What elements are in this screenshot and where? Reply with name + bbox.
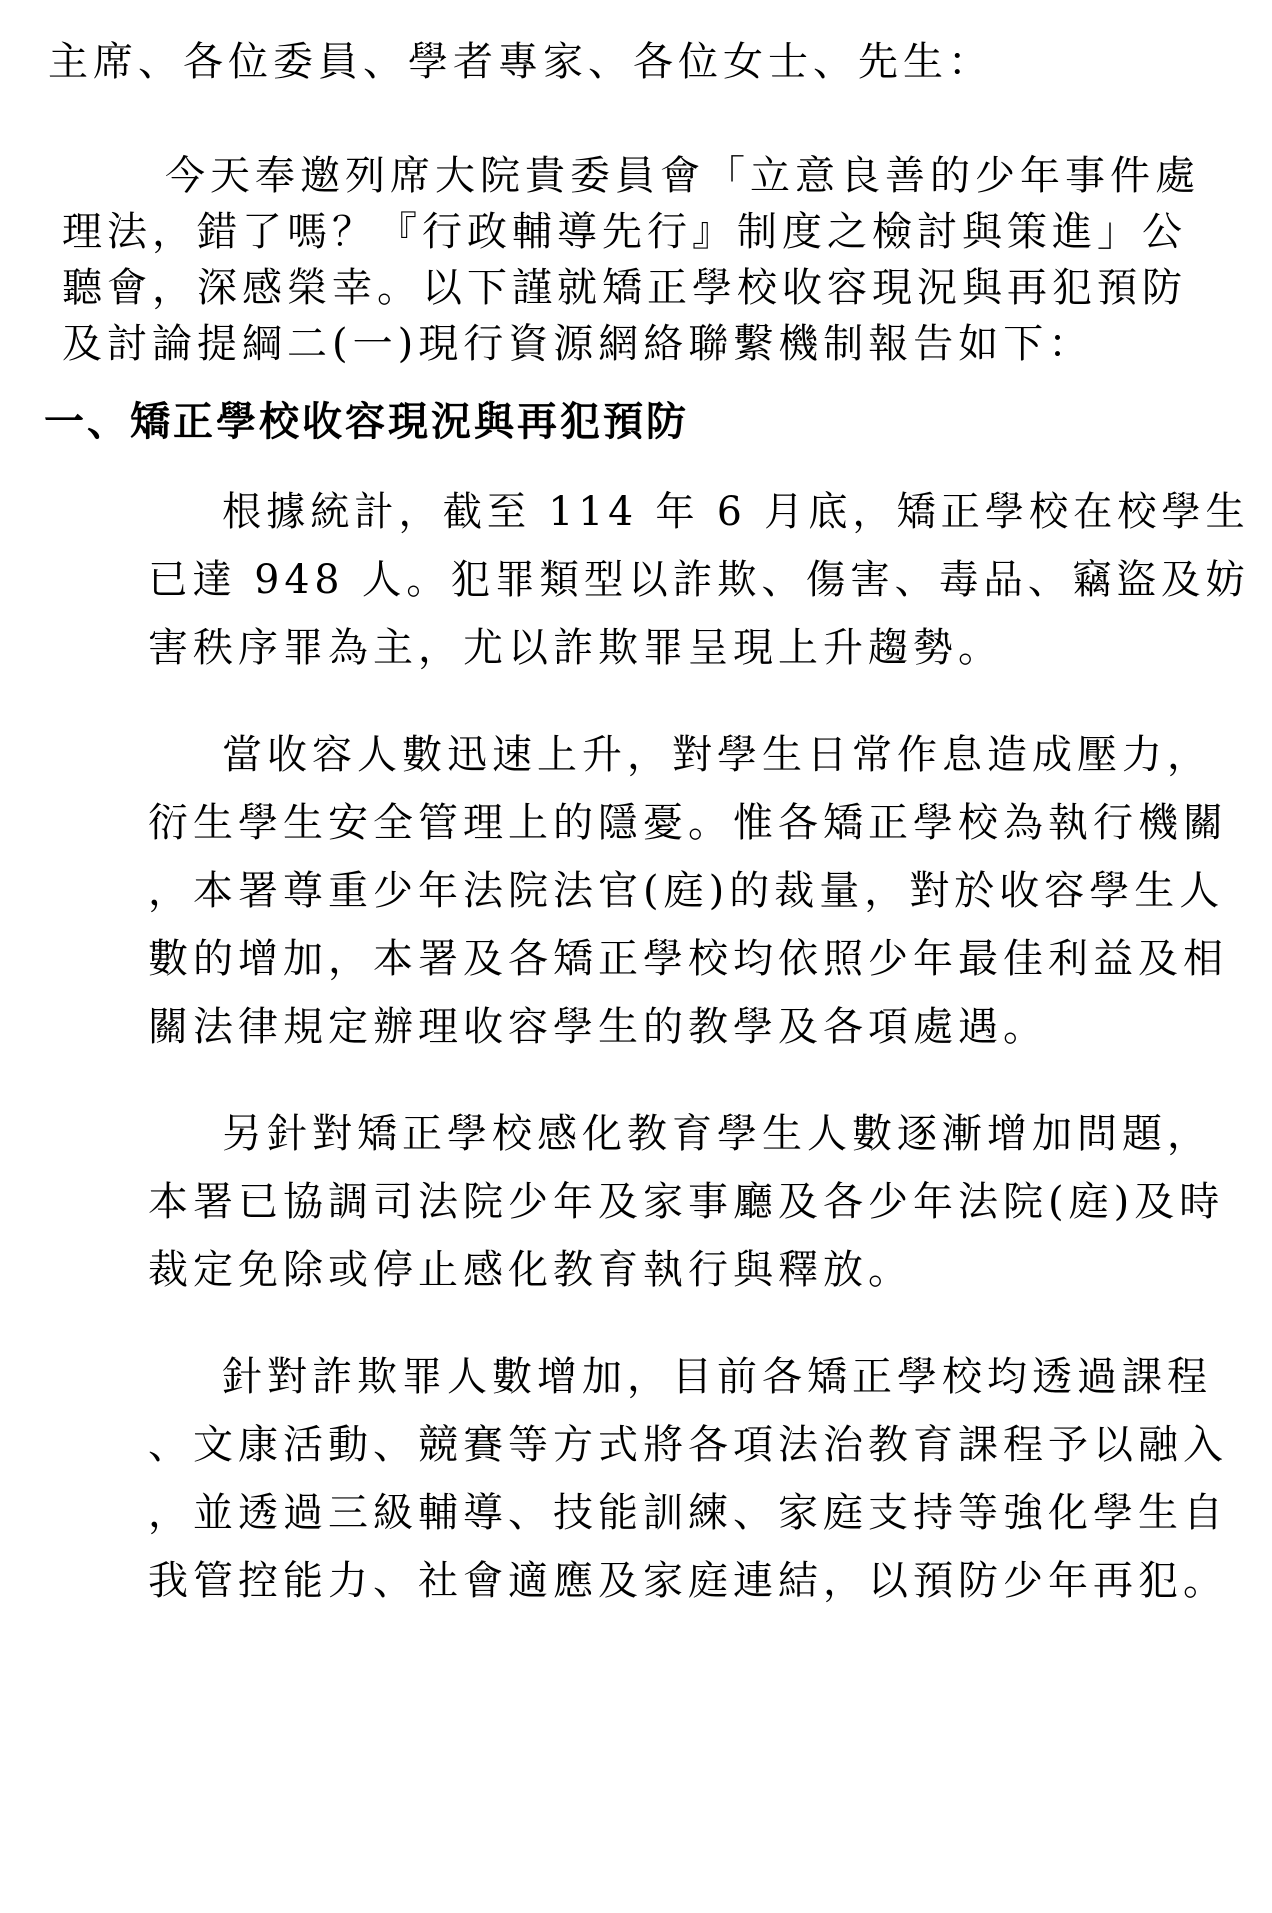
intro-line: 理法，錯了嗎？『行政輔導先行』制度之檢討與策進」公 bbox=[62, 209, 1187, 255]
intro-line: 聽會，深感榮幸。以下謹就矯正學校收容現況與再犯預防 bbox=[62, 265, 1187, 311]
paragraph-line: 、文康活動、競賽等方式將各項法治教育課程予以融入 bbox=[148, 1422, 1228, 1468]
paragraph-line: 根據統計，截至 114 年 6 月底，矯正學校在校學生 bbox=[222, 489, 1250, 535]
paragraph-line: 針對詐欺罪人數增加，目前各矯正學校均透過課程 bbox=[222, 1354, 1212, 1400]
paragraph-line: 衍生學生安全管理上的隱憂。惟各矯正學校為執行機關 bbox=[148, 800, 1228, 846]
paragraph-line: 當收容人數迅速上升，對學生日常作息造成壓力， bbox=[222, 732, 1212, 778]
intro-line: 及討論提綱二(一)現行資源網絡聯繫機制報告如下： bbox=[62, 321, 1094, 367]
paragraph-line: 數的增加，本署及各矯正學校均依照少年最佳利益及相 bbox=[148, 936, 1228, 982]
paragraph-line: 已達 948 人。犯罪類型以詐欺、傷害、毒品、竊盜及妨 bbox=[148, 557, 1250, 603]
greeting: 主席、各位委員、學者專家、各位女士、先生： bbox=[48, 39, 993, 85]
paragraph-line: 關法律規定辦理收容學生的教學及各項處遇。 bbox=[148, 1004, 1048, 1050]
paragraph-line: 我管控能力、社會適應及家庭連結，以預防少年再犯。 bbox=[148, 1558, 1228, 1604]
section-heading: 一、矯正學校收容現況與再犯預防 bbox=[44, 399, 689, 445]
paragraph-line: 本署已協調司法院少年及家事廳及各少年法院(庭)及時 bbox=[148, 1179, 1225, 1225]
intro-line: 今天奉邀列席大院貴委員會「立意良善的少年事件處 bbox=[165, 153, 1200, 199]
paragraph-line: 裁定免除或停止感化教育執行與釋放。 bbox=[148, 1247, 913, 1293]
paragraph-line: 另針對矯正學校感化教育學生人數逐漸增加問題， bbox=[222, 1111, 1212, 1157]
paragraph-line: ，本署尊重少年法院法官(庭)的裁量，對於收容學生人 bbox=[148, 868, 1225, 914]
paragraph-line: ，並透過三級輔導、技能訓練、家庭支持等強化學生自 bbox=[148, 1490, 1228, 1536]
paragraph-line: 害秩序罪為主，尤以詐欺罪呈現上升趨勢。 bbox=[148, 625, 1003, 671]
